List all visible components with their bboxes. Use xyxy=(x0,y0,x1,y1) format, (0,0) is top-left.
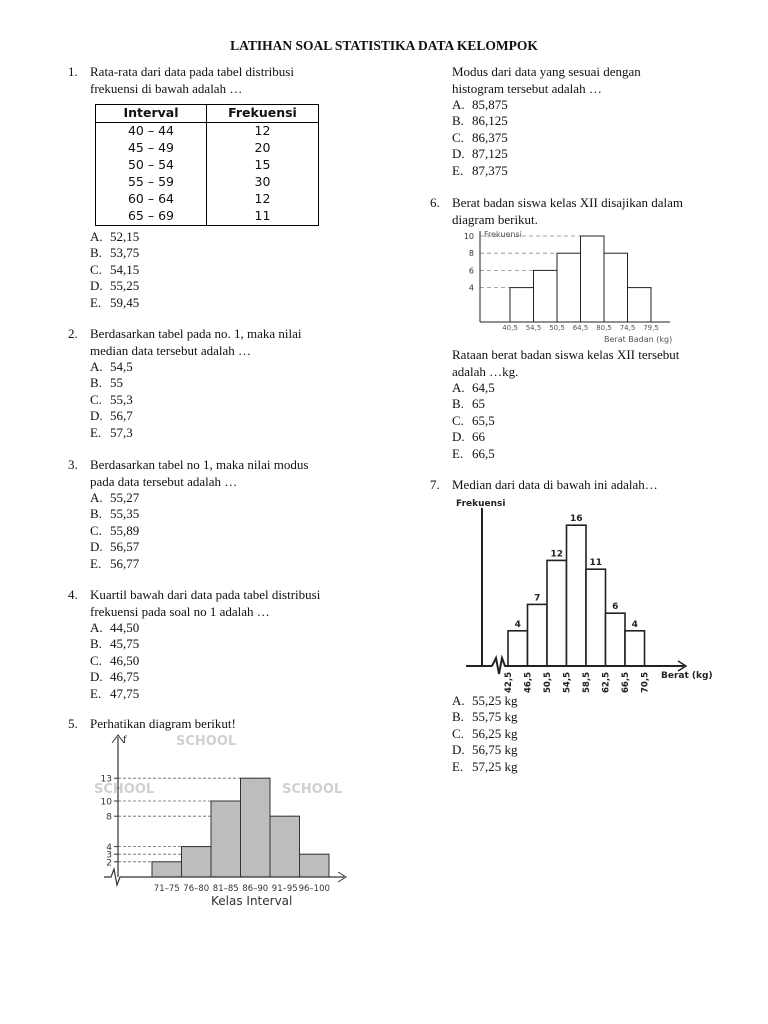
answer-options xyxy=(90,229,368,311)
answer-option[interactable]: C. 46,50 xyxy=(90,652,140,668)
frequency-table xyxy=(95,104,319,226)
x-tick-label: 50,5 xyxy=(543,672,553,693)
histogram-bar xyxy=(528,604,548,666)
y-axis-label: Frekuensi xyxy=(484,230,522,239)
histogram-bar xyxy=(534,270,558,322)
x-axis-label: Berat (kg) xyxy=(661,671,713,681)
answer-option[interactable]: E. 66,5 xyxy=(452,445,495,461)
question-number: 7. xyxy=(430,477,440,492)
y-tick-label: 10 xyxy=(463,232,474,241)
x-tick-label: 80,5 xyxy=(596,324,612,332)
column-header: Interval xyxy=(96,105,207,123)
table-row: 40 – 44 12 xyxy=(96,123,319,141)
x-tick-label: 96–100 xyxy=(298,884,330,894)
x-tick-label: 70,5 xyxy=(640,672,651,693)
answer-option[interactable]: A. 55,27 xyxy=(90,490,140,505)
answer-option[interactable]: D. 55,25 xyxy=(90,278,140,294)
answer-option[interactable]: B. 86,125 xyxy=(452,113,508,129)
answer-option[interactable]: E. 57,3 xyxy=(90,424,133,440)
question-number: 3. xyxy=(68,457,78,472)
question-3 xyxy=(68,457,368,572)
watermark-text: SCHOOL xyxy=(94,782,155,797)
y-axis-label: f xyxy=(123,735,127,746)
bar-value-label: 11 xyxy=(589,558,603,569)
question-stem: Berat badan siswa kelas XII disajikan dalam diagram berikut. xyxy=(452,195,684,227)
histogram-bar xyxy=(508,631,528,666)
answer-option[interactable]: A. 85,875 xyxy=(452,97,508,112)
x-tick-label: 71–75 xyxy=(153,884,180,894)
histogram-bar xyxy=(241,778,271,877)
histogram-bar xyxy=(300,854,330,877)
column-header: Frekuensi xyxy=(207,105,319,123)
question-stem: Median dari data di bawah ini adalah… xyxy=(452,477,658,492)
answer-option[interactable]: D. 56,75 kg xyxy=(452,742,518,758)
table-row: 50 – 54 15 xyxy=(96,157,319,174)
y-tick-label: 4 xyxy=(106,843,112,854)
answer-option[interactable]: D. 87,125 xyxy=(452,146,508,162)
watermark-text: SCHOOL xyxy=(282,782,343,797)
histogram-bar xyxy=(510,288,534,322)
histogram-bar xyxy=(547,560,567,666)
y-axis-label: Frekuensi xyxy=(456,499,506,509)
question-stem: Perhatikan diagram berikut! xyxy=(90,716,236,731)
question-stem: Rata-rata dari data pada tabel distribusi frekuensi di bawah adalah … xyxy=(90,64,294,96)
question-number: 2. xyxy=(68,326,78,341)
x-tick-label: 54,5 xyxy=(562,672,573,693)
x-tick-label: 76–80 xyxy=(183,884,210,894)
histogram-bar xyxy=(625,631,645,666)
x-tick-label: 54,5 xyxy=(525,324,542,332)
answer-options xyxy=(452,693,750,775)
x-tick-label: 91–95 xyxy=(271,884,298,894)
answer-option[interactable]: A. 55,25 kg xyxy=(452,693,518,708)
answer-option[interactable]: D. 56,7 xyxy=(90,408,133,424)
y-tick-label: 8 xyxy=(468,249,474,259)
bar-value-label: 4 xyxy=(514,619,521,630)
answer-option[interactable]: D. 46,75 xyxy=(90,669,140,685)
x-tick-label: 86–90 xyxy=(242,884,269,894)
answer-options xyxy=(90,620,368,702)
x-tick-label: 50,5 xyxy=(549,324,565,332)
x-tick-label: 79,5 xyxy=(643,324,659,332)
answer-options xyxy=(452,380,750,462)
answer-options xyxy=(452,97,750,179)
question-number: 1. xyxy=(68,64,78,79)
x-tick-label: 46,5 xyxy=(523,672,534,693)
histogram-bar xyxy=(182,847,212,877)
question-stem: Rataan berat badan siswa kelas XII tersebut adalah …kg. xyxy=(452,347,680,379)
answer-option[interactable]: B. 55 xyxy=(90,375,123,391)
histogram-bar xyxy=(557,253,581,322)
answer-option[interactable]: B. 55,75 kg xyxy=(452,709,518,725)
table-row: 60 – 64 12 xyxy=(96,191,319,208)
x-tick-label: 42,5 xyxy=(504,672,514,693)
answer-option[interactable]: C. 55,89 xyxy=(90,522,140,538)
answer-option[interactable]: A. 54,5 xyxy=(90,359,133,374)
answer-option[interactable]: B. 55,35 xyxy=(90,506,140,522)
answer-option[interactable]: E. 56,77 xyxy=(90,555,140,571)
question-6-body xyxy=(430,347,750,462)
table-row: 45 – 49 20 xyxy=(96,140,319,157)
x-tick-label: 81–85 xyxy=(212,884,239,894)
answer-option[interactable]: C. 54,15 xyxy=(90,261,140,277)
y-tick-label: 3 xyxy=(106,850,112,861)
answer-option[interactable]: A. 44,50 xyxy=(90,620,140,635)
answer-option[interactable]: E. 47,75 xyxy=(90,685,140,701)
answer-options xyxy=(90,490,368,572)
x-tick-label: 40,5 xyxy=(502,324,518,332)
question-2 xyxy=(68,326,368,441)
histogram-bar xyxy=(628,288,652,322)
table-header-row xyxy=(96,105,319,123)
histogram-bar xyxy=(586,569,606,666)
bar-value-label: 16 xyxy=(569,514,583,525)
question-number: 6. xyxy=(430,195,440,210)
page-title: LATIHAN SOAL STATISTIKA DATA KELOMPOK xyxy=(230,38,538,53)
histogram-bar xyxy=(152,862,182,877)
question-6 xyxy=(430,195,750,228)
answer-option[interactable]: D. 66 xyxy=(452,429,485,445)
y-tick-label: 4 xyxy=(468,283,474,293)
question-1 xyxy=(68,64,368,311)
y-tick-label: 6 xyxy=(468,266,474,276)
question-stem: Modus dari data yang sesuai dengan histogram tersebut adalah … xyxy=(452,64,641,96)
question-5-continuation xyxy=(430,64,750,179)
bar-value-label: 4 xyxy=(631,619,638,630)
answer-option[interactable]: E. 57,25 kg xyxy=(452,758,518,774)
question-number: 4. xyxy=(68,587,78,602)
x-axis-label: Kelas Interval xyxy=(211,894,293,908)
bar-value-label: 6 xyxy=(612,602,619,613)
answer-option[interactable]: E. 59,45 xyxy=(90,294,140,310)
y-tick-label: 10 xyxy=(100,797,112,808)
answer-option[interactable]: C. 55,3 xyxy=(90,391,133,407)
question-7-options xyxy=(430,693,750,775)
question-stem: Berdasarkan tabel no 1, maka nilai modus pada data tersebut adalah … xyxy=(90,457,309,489)
answer-options xyxy=(90,359,368,441)
bar-value-label: 12 xyxy=(550,549,564,560)
question-number: 5. xyxy=(68,716,78,731)
answer-option[interactable]: A. 52,15 xyxy=(90,229,140,244)
answer-option[interactable]: B. 45,75 xyxy=(90,636,140,652)
y-tick-label: 8 xyxy=(106,812,112,823)
question-stem: Berdasarkan tabel pada no. 1, maka nilai median data tersebut adalah … xyxy=(90,326,302,358)
histogram-berat xyxy=(452,494,714,694)
table-row: 55 – 59 30 xyxy=(96,174,319,191)
histogram-bar xyxy=(581,236,605,322)
question-4 xyxy=(68,587,368,702)
question-5 xyxy=(68,716,368,733)
question-7 xyxy=(430,477,750,494)
watermark-text: SCHOOL xyxy=(176,734,237,749)
bar-value-label: 7 xyxy=(534,593,541,604)
answer-option[interactable]: C. 86,375 xyxy=(452,129,508,145)
answer-option[interactable]: B. 53,75 xyxy=(90,245,140,261)
x-tick-label: 64,5 xyxy=(572,324,589,332)
x-axis-label: Berat Badan (kg) xyxy=(604,335,673,344)
histogram-berat-badan xyxy=(456,229,676,345)
histogram-bar xyxy=(604,253,628,322)
answer-option[interactable]: C. 65,5 xyxy=(452,412,495,428)
answer-option[interactable]: A. 64,5 xyxy=(452,380,495,395)
histogram-bar xyxy=(567,525,587,666)
histogram-kelas-interval xyxy=(86,733,356,913)
answer-option[interactable]: B. 65 xyxy=(452,396,485,412)
table-row: 65 – 69 11 xyxy=(96,208,319,226)
x-tick-label: 74,5 xyxy=(619,324,636,332)
x-tick-label: 66,5 xyxy=(621,672,631,693)
answer-option[interactable]: C. 56,25 kg xyxy=(452,725,518,741)
answer-option[interactable]: E. 87,375 xyxy=(452,162,508,178)
question-stem: Kuartil bawah dari data pada tabel distribusi frekuensi pada soal no 1 adalah … xyxy=(90,587,321,619)
histogram-bar xyxy=(606,613,626,666)
histogram-bar xyxy=(270,816,300,877)
histogram-bar xyxy=(211,801,241,877)
y-tick-label: 2 xyxy=(106,858,112,869)
y-tick-label: 13 xyxy=(100,774,112,785)
x-tick-label: 58,5 xyxy=(582,672,592,693)
x-tick-label: 62,5 xyxy=(601,672,612,693)
answer-option[interactable]: D. 56,57 xyxy=(90,539,140,555)
